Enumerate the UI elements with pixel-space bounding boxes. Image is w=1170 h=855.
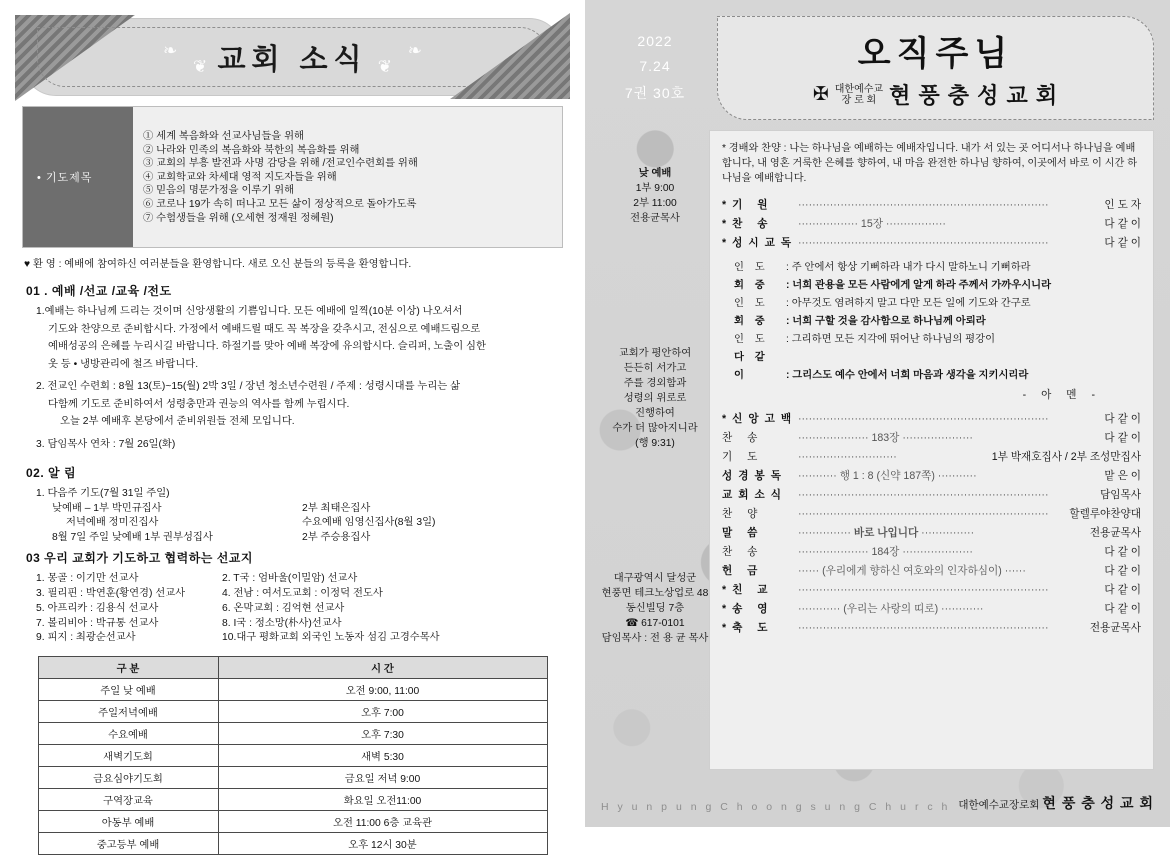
order-row <box>722 196 1141 215</box>
order-person: 1부 박재호집사 / 2부 조성만집사 <box>991 451 1141 463</box>
order-detail: ···················· 184장 ···················· <box>798 546 973 558</box>
service-line: 전용균목사 <box>630 213 680 224</box>
section-01-line: 2. 전교인 수련회 : 8월 13(토)~15(월) 2박 3일 / 장년 청소년수련원 / 주제 : 성령시대를 누리는 삶 <box>36 381 461 393</box>
list-item: ④ 교회학교와 차세대 영적 지도자들을 위해 <box>143 171 337 183</box>
section-01-line: 다함께 기도로 준비하여서 성령충만과 권능의 역사를 함께 누립시다. <box>48 398 350 410</box>
notice-row <box>66 516 563 531</box>
order-person: 전용균목사 <box>1089 622 1141 634</box>
column-header: 구 분 <box>38 657 218 679</box>
address-line: 대구광역시 달성군 <box>613 573 697 584</box>
verse-line: 든든히 서가고 <box>623 363 687 374</box>
side-column <box>601 130 709 770</box>
verse-reference: (행 9:31) <box>635 438 675 449</box>
denomination-label: 대한예수교 장 로 회 <box>834 83 884 106</box>
church-address <box>601 571 709 646</box>
welcome-note: ♥ 환 영 : 예배에 참여하신 여러분들을 환영합니다. 새로 오신 분들의 등록을 환영합니다. <box>24 259 412 271</box>
section-02-title: 02. 알 림 <box>26 466 77 481</box>
page-title: 교회 소식 <box>217 43 368 76</box>
praise-verse: * 경배와 찬양 : 나는 하나님을 예배하는 예배자입니다. 내가 서 있는 곳 어디서나 하나님을 예배합니다, 내 영혼 거룩한 은혜를 향하여, 내 마음 완전한 하나님 향하여, 이곳에서 바로 이 시간 하나님을 예배합니다. <box>722 143 1138 184</box>
address-line: 동신빌딩 7층 <box>625 603 685 614</box>
news-banner <box>22 18 563 96</box>
order-label: 헌 금 <box>722 565 764 577</box>
order-person: 할렐루야찬양대 <box>1069 508 1141 520</box>
order-row <box>722 543 1141 562</box>
order-detail: ······ (우리에게 향하신 여호와의 인자하심이) ······ <box>798 565 1026 577</box>
prayer-topics-box <box>22 106 563 248</box>
order-detail: ··········· 행 1 : 8 (신약 187쪽) ··········· <box>798 470 977 482</box>
section-01-line: 옷 등 • 냉방관리에 철즈 바랍니다. <box>48 358 199 370</box>
order-row <box>722 448 1141 467</box>
order-person: 다 같 이 <box>1104 546 1141 558</box>
cell-name: 아동부 예배 <box>38 811 218 833</box>
cell-time: 새벽 5:30 <box>218 745 547 767</box>
order-label: *찬 송 <box>722 218 774 230</box>
issue-block <box>601 16 709 120</box>
cell-time: 오후 7:30 <box>218 723 547 745</box>
order-detail: ············ (우리는 사랑의 띠로) ············ <box>798 603 984 615</box>
responsive-row: 회 중 : 너희 구할 것을 감사함으로 하나님께 아뢰라 <box>734 313 1141 331</box>
hymn-number: 184장 <box>871 546 900 558</box>
footer-church-name: 현 풍 충 성 교 회 <box>1042 795 1154 811</box>
order-row <box>722 562 1141 581</box>
missionary-left: 7. 볼리비아 : 박규통 선교사 <box>36 617 159 629</box>
order-row <box>722 429 1141 448</box>
notice-right: 수요예배 임영신집사(8월 3일) <box>302 517 436 529</box>
order-person: 담임목사 <box>1100 489 1141 501</box>
cross-icon: ✠ <box>812 84 829 105</box>
order-label: 찬 양 <box>722 508 764 520</box>
order-row <box>722 581 1141 600</box>
page-footer <box>601 793 1154 813</box>
table-row <box>38 789 547 811</box>
issue-day: 7.24 <box>639 58 671 74</box>
order-label: 교회소식 <box>722 489 787 501</box>
bulletin-title: 오직주님 <box>857 35 1014 73</box>
cell-time: 오후 12시 30분 <box>218 833 547 855</box>
cell-time: 화요일 오전11:00 <box>218 789 547 811</box>
cell-name: 수요예배 <box>38 723 218 745</box>
leaf-icon: ❦ <box>193 57 208 76</box>
service-title: 낮 예배 <box>638 168 672 179</box>
bulletin-body <box>601 130 1154 770</box>
verse-line: 수가 더 많아지니라 <box>612 423 698 434</box>
order-row <box>722 486 1141 505</box>
column-header: 시 간 <box>218 657 547 679</box>
service-time-block <box>601 166 709 226</box>
order-label: *친 교 <box>722 584 774 596</box>
order-detail: ······································································· <box>798 584 1049 596</box>
prayer-topics-label: • 기도제목 <box>23 107 133 247</box>
footer-korean-name <box>958 793 1154 813</box>
order-person: 다 같 이 <box>1104 584 1141 596</box>
missionary-right: 6. 온막교회 : 김억현 선교사 <box>222 602 345 614</box>
section-01-line: 예배성공의 은혜를 누리시길 바랍니다. 하절기를 맞아 예배 복장에 유의합시다. 슬리퍼, 노출이 심한 <box>48 341 486 353</box>
issue-year: 2022 <box>637 33 673 49</box>
list-item <box>36 631 563 646</box>
cell-name: 새벽기도회 <box>38 745 218 767</box>
order-row <box>722 467 1141 486</box>
scripture-reference: 행 1 : 8 (신약 187쪽) <box>839 470 935 482</box>
responsive-text: 주 안에서 항상 기뻐하라 내가 다시 말하노니 기뻐하라 <box>791 262 1031 273</box>
notice-left: 낮예배 – 1부 박민규집사 <box>52 502 162 514</box>
service-schedule-table <box>38 656 548 855</box>
order-label: 찬 송 <box>722 546 764 558</box>
order-row <box>722 410 1141 429</box>
order-person: 맡 은 이 <box>1104 470 1141 482</box>
order-person: 다 같 이 <box>1104 432 1141 444</box>
table-row <box>38 679 547 701</box>
bulletin-header <box>601 16 1154 120</box>
order-label: 말 씀 <box>722 527 764 539</box>
notice-right <box>286 487 563 502</box>
order-person: 다 같 이 <box>1104 218 1141 230</box>
section-01-line: 1.예배는 하나님께 드리는 것이며 신앙생활의 기쁨입니다. 모든 예배에 일찍(10분 이상) 나오셔서 <box>36 306 463 318</box>
missionary-list <box>36 572 563 646</box>
table-row <box>38 745 547 767</box>
verse-line: 주를 경외함과 <box>623 378 687 389</box>
missionary-left: 5. 아프리카 : 김용식 선교사 <box>36 602 159 614</box>
order-detail: ···························· <box>798 451 897 463</box>
notice-left: 1. 다음주 기도(7월 31일 주일) <box>36 488 170 500</box>
list-item: ⑤ 믿음의 명문가정을 이루기 위해 <box>143 185 295 197</box>
order-detail: ······································································· <box>798 508 1049 520</box>
list-item: ② 나라와 민족의 복음화와 북한의 복음화를 위해 <box>143 144 360 156</box>
leaf-icon: ❧ <box>163 41 178 60</box>
order-label: 찬 송 <box>722 432 764 444</box>
responsive-text: 그리하면 모든 지각에 뛰어난 하나님의 평강이 <box>791 334 996 345</box>
section-03-title: 03 우리 교회가 기도하고 협력하는 선교지 <box>26 551 253 566</box>
responsive-text: 너희 관용을 모든 사람에게 알게 하라 주께서 가까우시니라 <box>792 280 1052 291</box>
order-detail: ···················· 183장 ···················· <box>798 432 973 444</box>
order-label: *축 도 <box>722 622 774 634</box>
responsive-label: 인 도 <box>734 298 769 309</box>
section-01-line: 오늘 2부 예배후 본당에서 준비위원들 전체 모입니다. <box>60 416 295 428</box>
order-row <box>722 505 1141 524</box>
order-detail: ················· 15장 ················· <box>798 218 946 230</box>
responsive-label: 회 중 <box>734 280 769 291</box>
order-person: 다 같 이 <box>1104 603 1141 615</box>
cell-name: 주일 낮 예배 <box>38 679 218 701</box>
church-name: 현 풍 충 성 교 회 <box>889 83 1059 108</box>
amen-text: - 아 멘 - <box>1022 389 1101 401</box>
cell-time: 오전 11:00 6층 교육관 <box>218 811 547 833</box>
issue-number: 7권 30호 <box>624 85 686 101</box>
cell-time: 오후 7:00 <box>218 701 547 723</box>
order-detail: ······································································· <box>798 489 1049 501</box>
list-item: ⑦ 수험생들을 위해 (오세현 정재원 정혜원) <box>143 212 334 224</box>
cell-time: 금요일 저녁 9:00 <box>218 767 547 789</box>
responsive-label: 인 도 <box>734 334 769 345</box>
list-item <box>36 617 563 632</box>
footer-denomination: 대한예수교장로회 <box>958 799 1040 811</box>
list-item: ③ 교회의 부흥 발전과 사명 감당을 위해 /전교인수련회를 위해 <box>143 158 418 170</box>
order-row <box>722 524 1141 543</box>
leaf-icon: ❦ <box>377 57 392 76</box>
notice-right: 2부 주승용집사 <box>302 531 371 543</box>
responsive-label: 인 도 <box>734 262 769 273</box>
cell-name: 금요심야기도회 <box>38 767 218 789</box>
cell-time: 오전 9:00, 11:00 <box>218 679 547 701</box>
prayer-topics-list <box>133 123 562 231</box>
order-label: 기 도 <box>722 451 764 463</box>
title-box <box>717 16 1154 120</box>
cell-name: 구역장교육 <box>38 789 218 811</box>
order-label: *성시교독 <box>722 237 798 249</box>
cell-name: 중고등부 예배 <box>38 833 218 855</box>
order-person: 다 같 이 <box>1104 413 1141 425</box>
table-row <box>38 811 547 833</box>
missionary-right: 10.대구 평화교회 외국인 노동자 섬김 고경수목사 <box>222 632 440 644</box>
side-verse <box>601 346 709 451</box>
order-detail: ······································································· <box>798 413 1049 425</box>
responsive-row: 다 같 이 : 그리스도 예수 안에서 너희 마음과 생각을 지키시리라 <box>734 349 1141 385</box>
order-person: 전용균목사 <box>1089 527 1141 539</box>
responsive-text: 너희 구할 것을 감사함으로 하나님께 아뢰라 <box>792 316 986 327</box>
notice-left: 8월 7일 주일 낮예배 1부 권부성집사 <box>52 531 213 543</box>
order-label: *기 원 <box>722 199 774 211</box>
order-person: 인 도 자 <box>1104 199 1141 211</box>
responsive-row: 인 도 : 아무것도 염려하지 말고 다만 모든 일에 기도와 간구로 <box>734 295 1141 313</box>
missionary-right: 8. I국 : 정소망(朴사)선교사 <box>222 617 342 629</box>
list-item <box>36 572 563 587</box>
offering-song: (우리에게 향하신 여호와의 인자하심이) <box>822 565 1002 577</box>
responsive-text: 아무것도 염려하지 말고 다만 모든 일에 기도와 간구로 <box>791 298 1031 309</box>
service-line: 2부 11:00 <box>633 198 677 209</box>
table-row <box>38 723 547 745</box>
missionary-left: 3. 필리핀 : 박연훈(황연경) 선교사 <box>36 587 186 599</box>
notice-right: 2부 최태은집사 <box>302 502 371 514</box>
responsive-label: 다 같 이 <box>734 352 769 381</box>
list-item <box>36 602 563 617</box>
order-detail: ······································································· <box>798 199 1049 211</box>
list-item: ① 세계 복음화와 선교사님들을 위해 <box>143 131 304 142</box>
table-row <box>38 767 547 789</box>
notice-row <box>52 531 563 546</box>
notice-row <box>52 502 563 517</box>
section-01-line: 3. 담임목사 연차 : 7월 26일(화) <box>36 438 176 450</box>
missionary-right: 2. T국 : 엄바울(이밀암) 선교사 <box>222 573 358 585</box>
right-page <box>585 0 1170 827</box>
responsive-row: 인 도 : 그리하면 모든 지각에 뛰어난 하나님의 평강이 <box>734 331 1141 349</box>
leaf-icon: ❧ <box>407 41 422 60</box>
sermon-title: 바로 나입니다 <box>853 527 919 539</box>
verse-line: 성령의 위로로 <box>623 393 687 404</box>
missionary-left: 9. 피지 : 최광순선교사 <box>36 632 136 644</box>
cell-name: 주일저녁예배 <box>38 701 218 723</box>
order-person: 다 같 이 <box>1104 565 1141 577</box>
footer-english-name: H y u n p u n g C h o o n g s u n g C h u r c h <box>601 801 951 813</box>
pastor-line: 담임목사 : 전 용 균 목사 <box>601 633 709 644</box>
table-row <box>38 833 547 855</box>
phone-line: ☎ 617-0101 <box>625 618 685 629</box>
responsive-label: 회 중 <box>734 316 769 327</box>
verse-line: 교회가 평안하여 <box>618 348 692 359</box>
address-line: 현풍면 테크노상업로 48 <box>601 588 709 599</box>
service-line: 1부 9:00 <box>635 183 675 194</box>
left-page <box>0 0 585 852</box>
list-item <box>36 587 563 602</box>
worship-order <box>709 130 1154 770</box>
church-identity <box>813 79 1058 110</box>
order-row <box>722 215 1141 234</box>
table-header-row <box>38 657 547 679</box>
benediction-song: (우리는 사랑의 띠로) <box>843 603 939 615</box>
responsive-row: 인 도 : 주 안에서 항상 기뻐하라 내가 다시 말하노니 기뻐하라 <box>734 259 1141 277</box>
order-person: 다 같 이 <box>1104 237 1141 249</box>
section-01-title: 01 . 예배 /선교 /교육 /전도 <box>26 284 172 299</box>
order-detail: ······································································· <box>798 622 1049 634</box>
verse-line: 진행하여 <box>635 408 675 419</box>
order-row <box>722 600 1141 619</box>
notice-left: 저녁예배 정미진집사 <box>66 517 159 529</box>
missionary-right: 4. 전남 : 여서도교회 : 이정덕 전도사 <box>222 587 383 599</box>
order-label: *송 영 <box>722 603 774 615</box>
responsive-text: 그리스도 예수 안에서 너희 마음과 생각을 지키시리라 <box>792 370 1029 381</box>
hymn-number: 15장 <box>860 218 883 230</box>
section-01-line: 기도와 찬양으로 준비합시다. 가정에서 예배드릴 때도 꼭 복장을 갖추시고, 전심으로 예배드림으로 <box>48 323 481 335</box>
order-label: *신앙고백 <box>722 413 798 425</box>
order-label: 성경봉독 <box>722 470 787 482</box>
order-row <box>722 234 1141 253</box>
order-row <box>722 619 1141 638</box>
responsive-row: 회 중 : 너희 관용을 모든 사람에게 알게 하라 주께서 가까우시니라 <box>734 277 1141 295</box>
order-detail: ······································································· <box>798 237 1049 249</box>
hymn-number: 183장 <box>871 432 900 444</box>
missionary-left: 1. 몽골 : 이기만 선교사 <box>36 573 139 585</box>
order-detail: ··············· 바로 나입니다 ··············· <box>798 527 975 539</box>
list-item: ⑥ 코로나 19가 속히 떠나고 모든 삶이 정상적으로 돌아가도록 <box>143 198 417 210</box>
notice-row <box>36 487 563 502</box>
table-row <box>38 701 547 723</box>
